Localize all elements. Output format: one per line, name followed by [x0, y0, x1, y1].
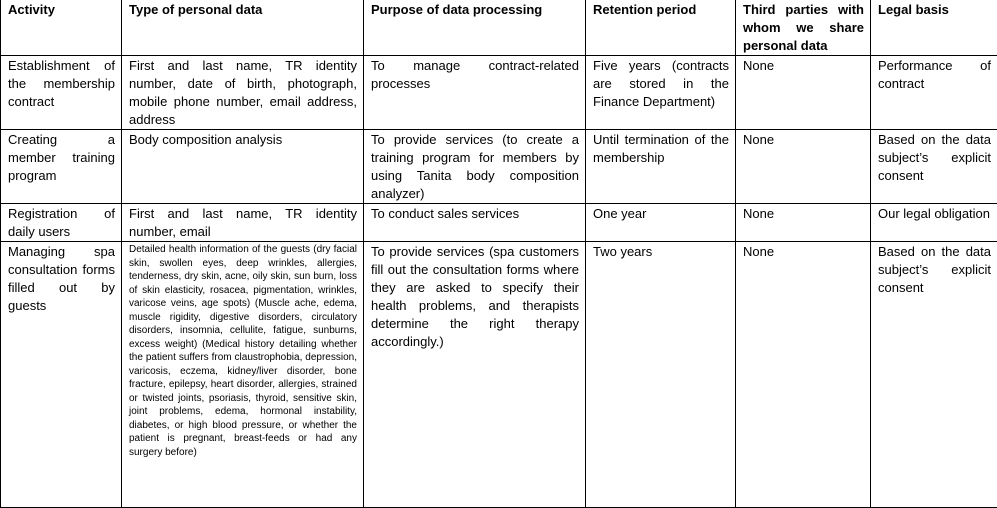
- header-third-parties: Third parties with whom we share personal data: [736, 0, 871, 56]
- table-row: [1, 204, 997, 242]
- cell-retention: Until termination of the membership: [586, 130, 736, 204]
- cell-purpose: To provide services (to create a training program for members by using Tanita body composition analyzer): [364, 130, 586, 204]
- header-data-type: Type of personal data: [122, 0, 364, 56]
- cell-data-type: Detailed health information of the guests (dry facial skin, swollen eyes, deep wrinkles, allergies, tenderness, dry skin, acne, oily skin, sun burn, loss of skin elasticity, rosacea, pigmentation, wrinkles, varicose veins, age spots) (Muscle ache, edema, muscle rigidity, digestive disorders, circulatory disorders, insomnia, cellulite, fatigue, sunburns, excess weight) (Medical history detailing whether the patient suffers from claustrophobia, depression, varicosis, eczema, kidney/liver disorder, bone fracture, epilepsy, heart disorder, allergies, strained or twisted joints, psoriasis, thyroid, sensitive skin, joint problems, edema, hormonal instability, diabetes, or high blood pressure, or whether the patient is pregnant, breast-feeds or had any surgery before): [122, 242, 364, 508]
- cell-purpose: To manage contract-related processes: [364, 56, 586, 130]
- cell-purpose: To provide services (spa customers fill out the consultation forms where they are asked to specify their health problems, and therapists determine the right therapy accordingly.): [364, 242, 586, 508]
- cell-activity: Establishment of the membership contract: [1, 56, 122, 130]
- cell-legal-basis: Based on the data subject’s explicit consent: [871, 130, 997, 204]
- cell-purpose: To conduct sales services: [364, 204, 586, 242]
- cell-activity: Creating a member training program: [1, 130, 122, 204]
- cell-retention: Two years: [586, 242, 736, 508]
- header-retention: Retention period: [586, 0, 736, 56]
- header-activity: Activity: [1, 0, 122, 56]
- table-row: [1, 242, 997, 508]
- cell-data-type: First and last name, TR identity number, email: [122, 204, 364, 242]
- cell-third-parties: None: [736, 56, 871, 130]
- header-legal-basis: Legal basis: [871, 0, 997, 56]
- cell-retention: Five years (contracts are stored in the Finance Department): [586, 56, 736, 130]
- cell-legal-basis: Performance of contract: [871, 56, 997, 130]
- cell-activity: Registration of daily users: [1, 204, 122, 242]
- cell-legal-basis: Based on the data subject’s explicit consent: [871, 242, 997, 508]
- header-row: [1, 0, 997, 56]
- header-purpose: Purpose of data processing: [364, 0, 586, 56]
- cell-data-type: First and last name, TR identity number, date of birth, photograph, mobile phone number, email address, address: [122, 56, 364, 130]
- cell-legal-basis: Our legal obligation: [871, 204, 997, 242]
- table-row: [1, 56, 997, 130]
- cell-retention: One year: [586, 204, 736, 242]
- cell-third-parties: None: [736, 130, 871, 204]
- cell-third-parties: None: [736, 242, 871, 508]
- cell-data-type: Body composition analysis: [122, 130, 364, 204]
- cell-third-parties: None: [736, 204, 871, 242]
- cell-activity: Managing spa consultation forms filled out by guests: [1, 242, 122, 508]
- table-row: [1, 130, 997, 204]
